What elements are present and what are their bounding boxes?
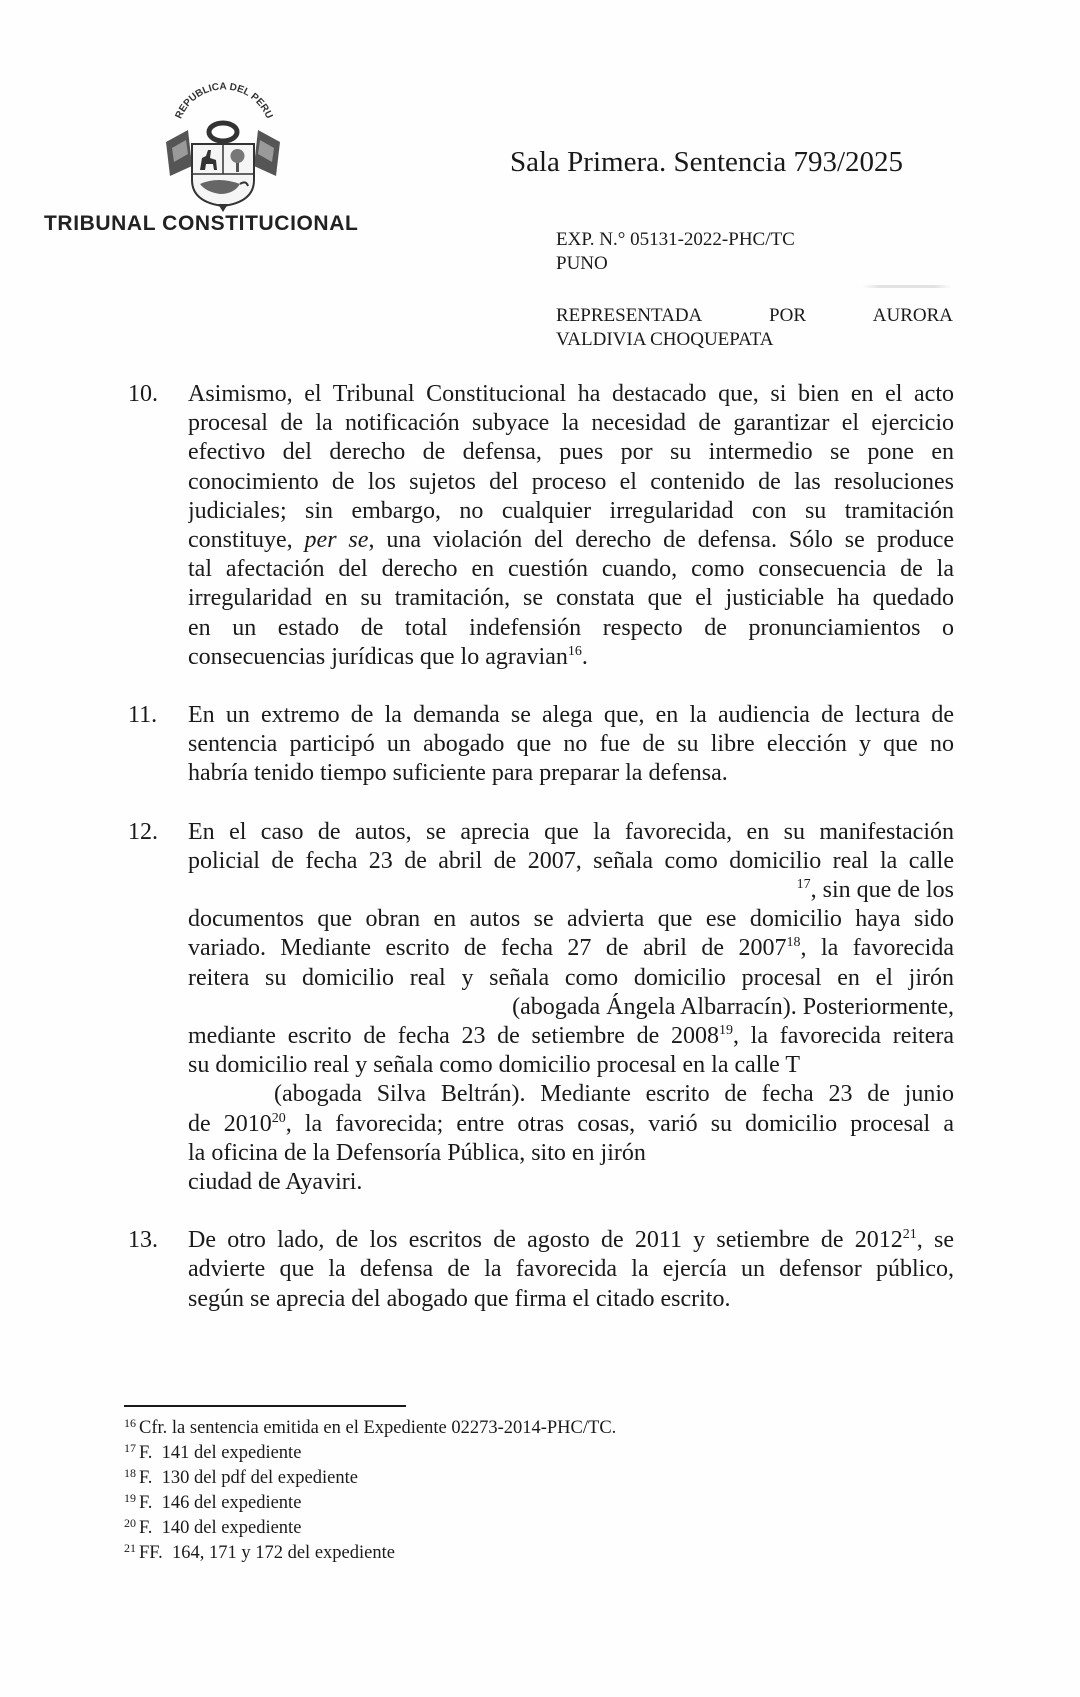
paragraph-13 (128, 1226, 954, 1314)
footnote-19 (124, 1491, 616, 1516)
text-run: . (581, 643, 588, 670)
paragraph-number: 13. (128, 1227, 158, 1254)
footnote-text: F. 146 del expediente (139, 1493, 302, 1513)
footnote-text: F. 130 del pdf del expediente (139, 1468, 358, 1488)
party-word-name: AURORA (872, 305, 953, 326)
case-number: EXP. N.° 05131-2022-PHC/TC (556, 229, 795, 250)
text-run: , sin que de los (810, 877, 954, 904)
footnote-number: 21 (124, 1541, 136, 1555)
footnote-ref-17[interactable]: 17 (796, 877, 811, 893)
paragraph-12 (128, 818, 954, 1198)
paragraph-line-redacted (188, 876, 954, 905)
footnote-number: 17 (124, 1441, 136, 1455)
text-run: mediante escrito de fecha 23 de setiembre de 2008 (188, 1023, 719, 1050)
footnote-16 (124, 1416, 616, 1441)
text-run: variado. Mediante escrito de fecha 27 de abril de 2007 (188, 935, 787, 962)
text-run: (abogada Silva Beltrán). Mediante escrito de fecha 23 de junio (274, 1081, 954, 1108)
redaction-mark (862, 285, 952, 288)
organization-name: TRIBUNAL CONSTITUCIONAL (44, 212, 359, 235)
text-run: de 2010 (188, 1110, 272, 1137)
text-run: constituye, (188, 527, 305, 554)
paragraph-line: sentencia participó un abogado que no fue de su libre elección y que no (188, 731, 954, 758)
paragraph-number: 12. (128, 818, 158, 845)
paragraph-line: ciudad de Ayaviri. (188, 1169, 363, 1196)
paragraph-line: policial de fecha 23 de abril de 2007, señala como domicilio real la calle (188, 847, 954, 874)
footnote-20 (124, 1516, 616, 1541)
footnote-number: 19 (124, 1491, 136, 1505)
footnote-text: Cfr. la sentencia emitida en el Expediente 02273-2014-PHC/TC. (139, 1418, 617, 1438)
paragraph-line: reitera su domicilio real y señala como domicilio procesal en el jirón (188, 964, 954, 991)
paragraph-line: habría tenido tiempo suficiente para preparar la defensa. (188, 760, 728, 787)
footnote-number: 20 (124, 1516, 136, 1530)
footnote-text: F. 140 del expediente (139, 1518, 302, 1538)
paragraph-line: irregularidad en su tramitación, se constata que el justiciable ha quedado (188, 585, 954, 612)
paragraph-11 (128, 701, 954, 789)
paragraph-line-redacted: (abogada Ángela Albarracín). Posteriormente, (512, 993, 954, 1020)
paragraph-10 (128, 380, 954, 672)
party-word-represented: REPRESENTADA (556, 305, 703, 326)
paragraph-number: 11. (128, 702, 158, 729)
footnote-ref-18[interactable]: 18 (786, 935, 801, 951)
party-info (556, 304, 953, 352)
paragraph-line: procesal de la notificación subyace la necesidad de garantizar el ejercicio (188, 410, 954, 437)
paragraph-line (188, 1110, 954, 1139)
footnote-18 (124, 1466, 616, 1491)
text-run: , se (916, 1227, 954, 1254)
text-run: De otro lado, de los escritos de agosto de 2011 y setiembre de 2012 (188, 1227, 903, 1254)
paragraph-line: en un estado de total indefensión respecto de pronunciamientos o (188, 614, 954, 641)
paragraph-line: Asimismo, el Tribunal Constitucional ha destacado que, si bien en el acto (188, 381, 954, 407)
institution-logo (40, 80, 380, 240)
coat-of-arms-icon (148, 80, 298, 215)
paragraph-line (188, 934, 954, 963)
paragraph-line: En el caso de autos, se aprecia que la favorecida, en su manifestación (188, 818, 954, 845)
paragraph-line-redacted (188, 1080, 954, 1109)
paragraph-line: tal afectación del derecho en cuestión cuando, como consecuencia de la (188, 556, 954, 583)
footnotes (124, 1416, 616, 1566)
footnote-21 (124, 1541, 616, 1566)
paragraph-line-redacted: su domicilio real y señala como domicilio procesal en la calle T (188, 1052, 801, 1079)
footnote-divider (124, 1405, 406, 1407)
footnote-17 (124, 1441, 616, 1466)
party-surname: VALDIVIA CHOQUEPATA (556, 329, 774, 350)
paragraph-line (188, 1226, 954, 1255)
text-run: consecuencias jurídicas que lo agravian (188, 643, 568, 670)
paragraph-line: según se aprecia del abogado que firma el citado escrito. (188, 1285, 731, 1312)
footnote-ref-19[interactable]: 19 (718, 1023, 733, 1039)
case-info (556, 228, 956, 276)
paragraph-line-redacted: la oficina de la Defensoría Pública, sito en jirón (188, 1139, 646, 1166)
text-run: , la favorecida reitera (732, 1023, 954, 1050)
footnote-ref-20[interactable]: 20 (271, 1110, 286, 1126)
document-body (128, 380, 954, 1343)
paragraph-line: advierte que la defensa de la favorecida la ejercía un defensor público, (188, 1256, 954, 1283)
case-region: PUNO (556, 253, 608, 274)
footnote-text: FF. 164, 171 y 172 del expediente (139, 1543, 395, 1563)
text-run: , una violación del derecho de defensa. Sólo se produce (368, 527, 954, 554)
footnote-number: 18 (124, 1466, 136, 1480)
paragraph-line: judiciales; sin embargo, no cualquier irregularidad con su tramitación (188, 497, 954, 524)
ruling-title: Sala Primera. Sentencia 793/2025 (510, 146, 904, 178)
paragraph-number: 10. (128, 381, 158, 407)
footnote-ref-21[interactable]: 21 (902, 1227, 917, 1243)
footnote-text: F. 141 del expediente (139, 1443, 302, 1463)
paragraph-line (188, 1022, 954, 1051)
text-run: , la favorecida (800, 935, 954, 962)
footnote-ref-16[interactable]: 16 (567, 643, 582, 659)
paragraph-line: documentos que obran en autos se advierta que ese domicilio haya sido (188, 906, 954, 933)
paragraph-line (188, 526, 954, 555)
footnote-number: 16 (124, 1416, 136, 1430)
paragraph-line: En un extremo de la demanda se alega que, en la audiencia de lectura de (188, 702, 954, 729)
paragraph-line: efectivo del derecho de defensa, pues por su intermedio se pone en (188, 439, 954, 466)
latin-phrase: per se (304, 527, 369, 554)
paragraph-line: conocimiento de los sujetos del proceso el contenido de las resoluciones (188, 468, 954, 495)
svg-text:REPUBLICA DEL PERU: REPUBLICA DEL PERU (173, 81, 275, 121)
party-word-by: POR (769, 305, 806, 326)
paragraph-line (188, 643, 954, 672)
text-run: , la favorecida; entre otras cosas, varió su domicilio procesal a (285, 1110, 954, 1137)
